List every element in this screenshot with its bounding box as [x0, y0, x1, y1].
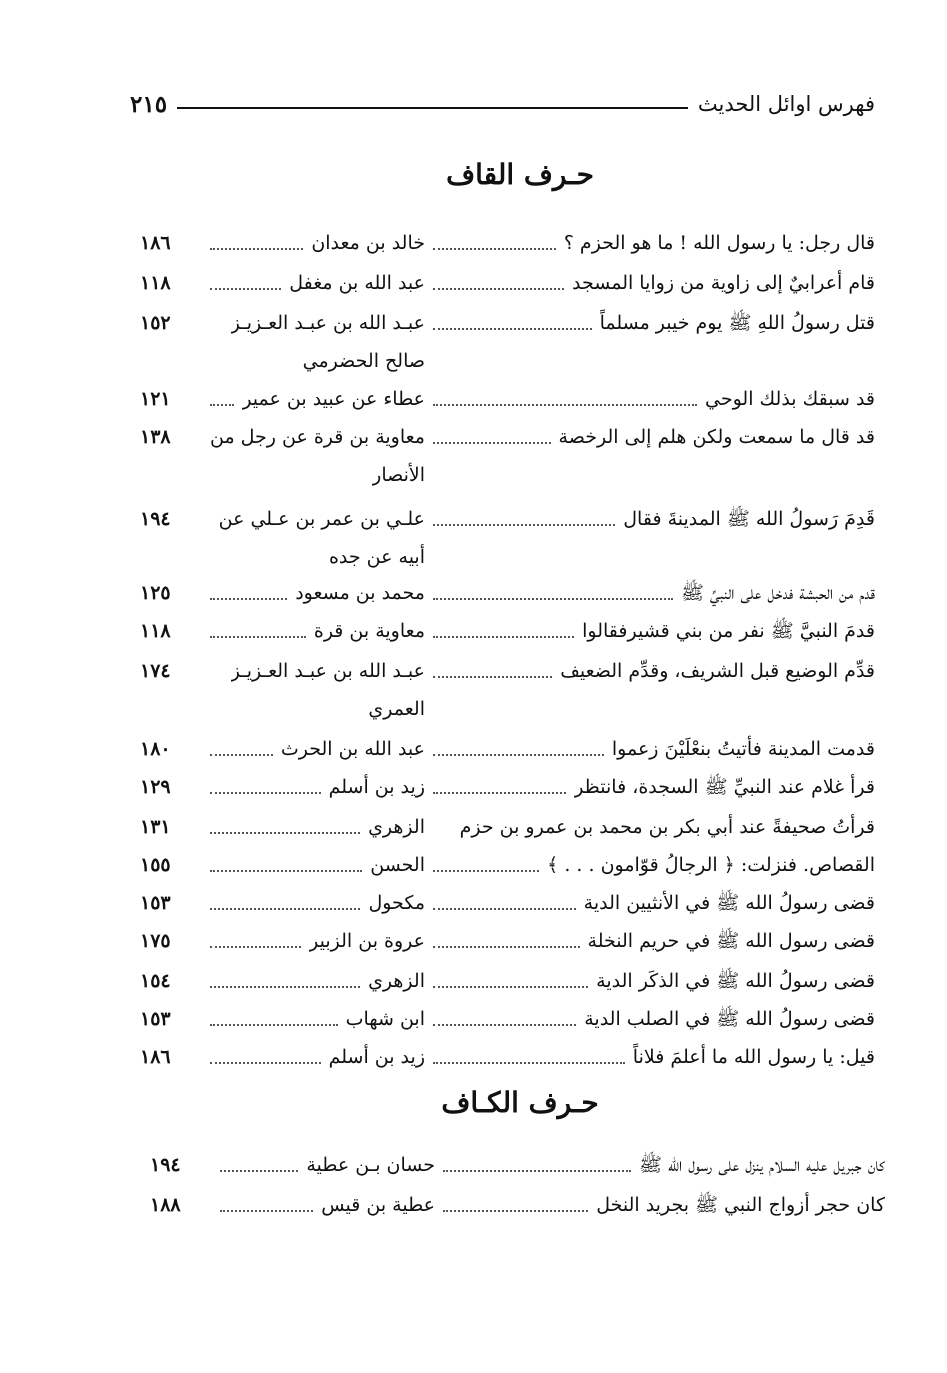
narrator: مكحول — [368, 892, 425, 914]
dotted-leader — [210, 908, 360, 910]
hadith-opening: كان حجر أزواج النبي ﷺ بجريد النخل — [596, 1194, 885, 1216]
section-title-kaf: حـرف الكـاف — [441, 1086, 599, 1119]
index-entry — [140, 924, 875, 958]
dotted-leader — [220, 1210, 313, 1212]
hadith-opening: قدم من الحبشة فدخل على النبيِّ ﷺ — [680, 582, 875, 604]
hadith-opening: قدمت المدينة فأتيتُ بنعْلَيْنَ زعموا — [611, 738, 875, 760]
dotted-leader — [210, 1062, 321, 1064]
dotted-leader — [433, 288, 564, 290]
hadith-opening: قرأتُ صحيفةً عند أبي بكر بن محمد بن عمرو بن حزم — [459, 816, 875, 838]
dotted-leader — [433, 1062, 625, 1064]
dotted-leader — [210, 986, 360, 988]
narrator-continued: الأنصار — [372, 464, 425, 486]
index-entry — [140, 964, 875, 998]
index-entry — [140, 1040, 875, 1074]
hadith-opening: قدمَ النبيَّ ﷺ نفر من بني قشيرفقالوا — [582, 620, 875, 642]
narrator: عبد الله بن مغفل — [289, 272, 425, 294]
dotted-leader — [210, 792, 321, 794]
index-entry — [140, 382, 875, 416]
dotted-leader — [210, 288, 281, 290]
narrator: خالد بن معدان — [311, 232, 425, 254]
hadith-opening: القصاص. فنزلت: ﴿ الرجالُ قوّامون . . . ﴾ — [547, 854, 875, 876]
dotted-leader — [433, 676, 552, 678]
narrator: الحسن — [370, 854, 425, 876]
dotted-leader — [210, 946, 301, 948]
dotted-leader — [433, 792, 566, 794]
narrator: عطاء عن عبيد بن عمير — [242, 388, 425, 410]
dotted-leader — [210, 404, 234, 406]
dotted-leader — [433, 1024, 576, 1026]
narrator: معاوية بن قرة عن رجل من — [210, 426, 425, 448]
page-number: ٢١٥ — [130, 90, 168, 118]
hadith-opening: قضى رسول الله ﷺ في حريم النخلة — [587, 930, 875, 952]
dotted-leader — [433, 908, 576, 910]
dotted-leader — [210, 832, 360, 834]
narrator-continued: صالح الحضرمي — [302, 350, 425, 372]
dotted-leader — [433, 946, 580, 948]
index-entry — [140, 770, 875, 804]
dotted-leader — [433, 754, 604, 756]
narrator: عبد الله بن الحرث — [280, 738, 425, 760]
dotted-leader — [433, 636, 574, 638]
dotted-leader — [210, 1024, 338, 1026]
index-entry — [140, 420, 875, 486]
index-entry — [140, 848, 875, 882]
index-entry — [140, 576, 875, 610]
page-ref: ١٥٢ — [140, 312, 171, 334]
dotted-leader — [433, 524, 615, 526]
hadith-opening: قتل رسولُ اللهِ ﷺ يوم خيبر مسلماً — [599, 312, 875, 334]
narrator: الزهري — [368, 816, 425, 838]
page-ref: ١٣١ — [140, 816, 171, 838]
dotted-leader — [443, 1170, 631, 1172]
index-entry — [140, 306, 875, 372]
dotted-leader — [433, 442, 551, 444]
dotted-leader — [210, 598, 287, 600]
dotted-leader — [433, 248, 556, 250]
narrator: عطية بن قيس — [321, 1194, 435, 1216]
dotted-leader — [443, 1210, 588, 1212]
hadith-opening: كان جبريل عليه السلام ينزل على رسول الله ﷺ — [638, 1154, 885, 1176]
dotted-leader — [210, 636, 306, 638]
dotted-leader — [210, 754, 273, 756]
index-entry — [150, 1148, 885, 1182]
page-ref: ١٨٨ — [150, 1194, 181, 1216]
dotted-leader — [210, 248, 303, 250]
index-entry — [150, 1188, 885, 1222]
dotted-leader — [210, 870, 362, 872]
index-entry — [140, 226, 875, 260]
page-ref: ١٨٦ — [140, 232, 171, 254]
narrator: معاوية بن قرة — [313, 620, 425, 642]
header-rule — [177, 107, 688, 109]
narrator-continued: أبيه عن جده — [328, 546, 425, 568]
narrator-continued: العمري — [368, 698, 425, 720]
dotted-leader — [433, 986, 588, 988]
index-entry — [140, 732, 875, 766]
hadith-opening: قَدِمَ رَسولُ الله ﷺ المدينةَ فقال — [623, 508, 875, 530]
hadith-opening: قضى رسولُ الله ﷺ في الذكَر الدية — [596, 970, 875, 992]
page-ref: ١٢١ — [140, 388, 171, 410]
narrator: زيد بن أسلم — [328, 1046, 425, 1068]
hadith-opening: قال رجل: يا رسول الله ! ما هو الحزم ؟ — [563, 232, 875, 254]
hadith-opening: قضى رسولُ الله ﷺ في الأنثيين الدية — [583, 892, 875, 914]
narrator: محمد بن مسعود — [295, 582, 425, 604]
hadith-opening: قام أعرابيٌ إلى زاوية من زوايا المسجد — [572, 272, 875, 294]
page-ref: ١٨٦ — [140, 1046, 171, 1068]
page-ref: ١٢٩ — [140, 776, 171, 798]
header-title: فهرس اوائل الحديث — [697, 92, 875, 116]
page-ref: ١٥٤ — [140, 970, 171, 992]
dotted-leader — [433, 598, 673, 600]
dotted-leader — [433, 404, 697, 406]
narrator: عبـد الله بن عبـد العـزيـز — [230, 660, 425, 682]
narrator: عبـد الله بن عبـد العـزيـز — [230, 312, 425, 334]
narrator: الزهري — [368, 970, 425, 992]
narrator: ابن شهاب — [345, 1008, 425, 1030]
section-title-qaf: حـرف القاف — [446, 158, 594, 191]
hadith-opening: قد قال ما سمعت ولكن هلم إلى الرخصة — [558, 426, 875, 448]
page-ref: ١٢٥ — [140, 582, 171, 604]
page-ref: ١٩٤ — [140, 508, 171, 530]
hadith-opening: قد سبقك بذلك الوحي — [705, 388, 875, 410]
page-ref: ١١٨ — [140, 620, 171, 642]
index-entry — [140, 614, 875, 648]
hadith-opening: قيل: يا رسول الله ما أعلمَ فلاناً — [632, 1046, 875, 1068]
index-entry — [140, 886, 875, 920]
page-ref: ١٧٥ — [140, 930, 171, 952]
running-header — [130, 86, 875, 122]
index-entry — [140, 810, 875, 844]
dotted-leader — [433, 328, 592, 330]
page-ref: ١٩٤ — [150, 1154, 181, 1176]
dotted-leader — [220, 1170, 298, 1172]
page-ref: ١٥٣ — [140, 892, 171, 914]
narrator: عروة بن الزبير — [309, 930, 425, 952]
page-ref: ١١٨ — [140, 272, 171, 294]
index-entry — [140, 1002, 875, 1036]
index-entry — [140, 266, 875, 300]
index-entry — [140, 654, 875, 720]
page-ref: ١٧٤ — [140, 660, 171, 682]
page-ref: ١٥٥ — [140, 854, 171, 876]
narrator: حسان بـن عطية — [306, 1154, 435, 1176]
hadith-opening: قرأ غلام عند النبيِّ ﷺ السجدة، فانتظر — [574, 776, 875, 798]
narrator: زيد بن أسلم — [328, 776, 425, 798]
narrator: علـي بن عمر بن عـلي عن — [218, 508, 425, 530]
dotted-leader — [433, 870, 539, 872]
index-entry — [140, 502, 875, 568]
hadith-opening: قدِّم الوضيع قبل الشريف، وقدِّم الضعيف — [560, 660, 875, 682]
page-ref: ١٥٣ — [140, 1008, 171, 1030]
page-ref: ١٨٠ — [140, 738, 171, 760]
hadith-opening: قضى رسولُ الله ﷺ في الصلب الدية — [584, 1008, 875, 1030]
page-ref: ١٣٨ — [140, 426, 171, 448]
